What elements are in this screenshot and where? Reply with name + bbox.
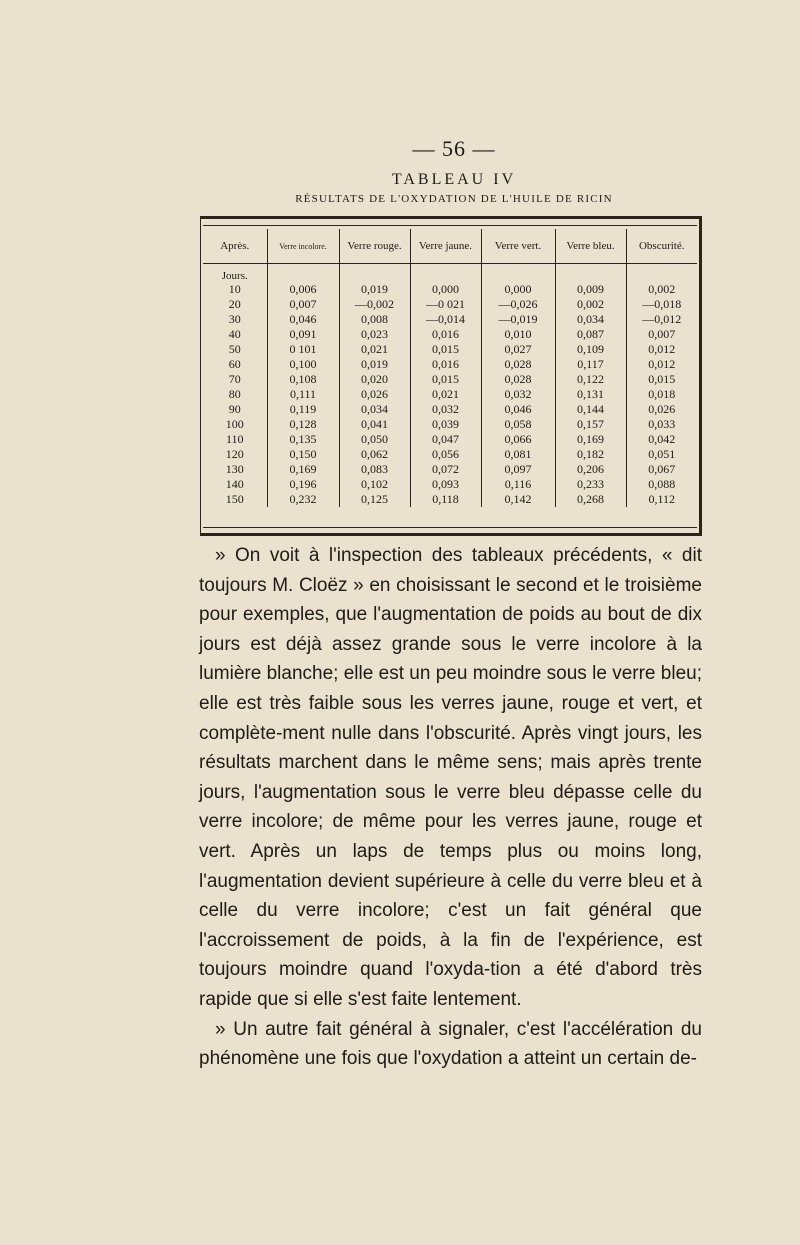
- table-cell: 0,007: [648, 327, 676, 341]
- table-cell: 0,021: [339, 342, 410, 357]
- table-cell: 0,206: [555, 462, 626, 477]
- table-cell: 0,039: [410, 417, 481, 432]
- table-cell: 0,091: [267, 327, 339, 342]
- table-cell: 0,072: [410, 462, 481, 477]
- row-day-cell: 90: [203, 402, 267, 417]
- table-cell: 0,002: [648, 282, 676, 296]
- table-row: [203, 477, 697, 492]
- table-cell: 0,066: [481, 432, 555, 447]
- table-cell: 0,112: [648, 492, 676, 506]
- table-cell: —0,014: [410, 312, 481, 327]
- table-row: [203, 402, 697, 417]
- column-header-apres: Après.: [203, 229, 267, 264]
- table-cell: 0,093: [410, 477, 481, 492]
- row-day-cell: 20: [203, 297, 267, 312]
- unit-label: Jours.: [203, 270, 267, 282]
- table-cell: 0,006: [267, 282, 339, 297]
- table-row: [203, 492, 697, 507]
- table-row: [203, 462, 697, 477]
- table-cell: —0,019: [481, 312, 555, 327]
- table-cell: 0,169: [267, 462, 339, 477]
- row-day-cell: 150: [203, 492, 267, 507]
- table-cell: 0,108: [267, 372, 339, 387]
- table-subtitle: RÉSULTATS DE L'OXYDATION DE L'HUILE DE RICIN: [295, 193, 613, 205]
- row-day-cell: 140: [203, 477, 267, 492]
- table-cell: 0,087: [555, 327, 626, 342]
- table-cell: 0,047: [410, 432, 481, 447]
- column-header-verre-bleu: Verre bleu.: [555, 229, 626, 264]
- row-day-cell: 50: [203, 342, 267, 357]
- table-cell: 0,015: [410, 342, 481, 357]
- table-cell: 0,042: [648, 432, 676, 446]
- row-day-cell: 120: [203, 447, 267, 462]
- table-cell: 0,097: [481, 462, 555, 477]
- table-cell: 0,131: [555, 387, 626, 402]
- table-row: [203, 342, 697, 357]
- table-cell: 0,019: [339, 357, 410, 372]
- table-cell: 0,081: [481, 447, 555, 462]
- table-cell: 0,058: [481, 417, 555, 432]
- table-cell: 0,033: [648, 417, 676, 431]
- table-cell: 0,144: [555, 402, 626, 417]
- table-cell: 0,050: [339, 432, 410, 447]
- table-cell: 0,026: [648, 402, 676, 416]
- row-day-cell: 10: [203, 282, 267, 297]
- table-cell: 0,000: [410, 282, 481, 297]
- table-cell: 0,157: [555, 417, 626, 432]
- table-cell: 0,041: [339, 417, 410, 432]
- table-cell: 0,232: [267, 492, 339, 507]
- column-header-verre-rouge: Verre rouge.: [339, 229, 410, 264]
- table-cell: 0,009: [555, 282, 626, 297]
- table-row: [203, 372, 697, 387]
- table-cell: 0,015: [410, 372, 481, 387]
- table-cell: 0,015: [648, 372, 676, 386]
- page-number: — 56 —: [412, 136, 496, 161]
- table-cell: 0,027: [481, 342, 555, 357]
- table-cell: 0,119: [267, 402, 339, 417]
- table-cell: 0,062: [339, 447, 410, 462]
- body-text: [199, 541, 702, 1074]
- table-row: [203, 297, 697, 312]
- table-cell: —0,012: [642, 312, 682, 326]
- table-header-row: [203, 229, 697, 264]
- table-cell: 0,020: [339, 372, 410, 387]
- table-cell: 0,268: [555, 492, 626, 507]
- table-rule-top: [203, 225, 697, 226]
- oxidation-table: [203, 229, 697, 507]
- table-cell: 0,007: [267, 297, 339, 312]
- table-cell: 0,116: [481, 477, 555, 492]
- row-day-cell: 130: [203, 462, 267, 477]
- paragraph: » On voit à l'inspection des tableaux précédents, « dit toujours M. Cloëz » en choisissant le second et le troisième pour exemples, que l'augmentation de poids au bout de dix jours est déjà assez grande sous le verre incolore à la lumière blanche; elle est un peu moindre sous le verre bleu; elle est très faible sous les verres jaune, rouge et vert, et complète-ment nulle dans l'obscurité. Après vingt jours, les résultats marchent dans le même sens; mais après trente jours, l'augmentation sous le verre bleu dépasse celle du verre incolore; de même pour les verres jaune, rouge et vert. Après un laps de temps plus ou moins long, l'augmentation devient supérieure à celle du verre bleu et à celle du verre incolore; c'est un fait général que l'accroissement de poids, à la fin de l'expérience, est toujours moindre quand l'oxyda-tion a été d'abord très rapide que si elle s'est faite lentement.: [199, 545, 702, 1010]
- table-cell: 0,142: [481, 492, 555, 507]
- table-cell: 0,034: [339, 402, 410, 417]
- column-header-obscurite: Obscurité.: [626, 229, 697, 264]
- table-cell: 0,083: [339, 462, 410, 477]
- table-row: [203, 282, 697, 297]
- table-cell: 0,028: [481, 372, 555, 387]
- table-cell: 0,023: [339, 327, 410, 342]
- table-row: [203, 387, 697, 402]
- table-cell: 0,196: [267, 477, 339, 492]
- table-row: [203, 312, 697, 327]
- table-cell: —0,026: [481, 297, 555, 312]
- row-day-cell: 60: [203, 357, 267, 372]
- table-cell: 0,128: [267, 417, 339, 432]
- table-cell: 0,117: [555, 357, 626, 372]
- table-cell: 0 101: [267, 342, 339, 357]
- table-row: [203, 417, 697, 432]
- table-cell: 0,051: [648, 447, 676, 461]
- table-cell: 0,233: [555, 477, 626, 492]
- table-cell: 0,012: [648, 342, 676, 356]
- table-rule-bottom: [203, 527, 697, 528]
- column-header-verre-incolore: Verre incolore.: [267, 229, 339, 264]
- table-cell: 0,021: [410, 387, 481, 402]
- data-table-frame: [200, 216, 702, 536]
- table-cell: —0 021: [410, 297, 481, 312]
- table-cell: 0,182: [555, 447, 626, 462]
- unit-row: [203, 270, 697, 282]
- table-cell: 0,150: [267, 447, 339, 462]
- table-cell: 0,026: [339, 387, 410, 402]
- table-row: [203, 327, 697, 342]
- table-cell: 0,028: [481, 357, 555, 372]
- row-day-cell: 80: [203, 387, 267, 402]
- table-cell: 0,046: [267, 312, 339, 327]
- table-cell: 0,012: [648, 357, 676, 371]
- table-cell: 0,056: [410, 447, 481, 462]
- table-title: TABLEAU IV: [391, 171, 517, 188]
- table-cell: 0,010: [481, 327, 555, 342]
- row-day-cell: 30: [203, 312, 267, 327]
- table-cell: 0,122: [555, 372, 626, 387]
- table-cell: 0,046: [481, 402, 555, 417]
- table-cell: 0,125: [339, 492, 410, 507]
- table-row: [203, 357, 697, 372]
- table-cell: 0,135: [267, 432, 339, 447]
- paragraph: » Un autre fait général à signaler, c'est l'accélération du phénomène une fois que l'oxydation a atteint un certain de-: [199, 1018, 702, 1070]
- table-cell: 0,034: [555, 312, 626, 327]
- table-cell: 0,032: [410, 402, 481, 417]
- table-cell: 0,019: [339, 282, 410, 297]
- table-row: [203, 432, 697, 447]
- table-cell: 0,169: [555, 432, 626, 447]
- table-cell: 0,111: [267, 387, 339, 402]
- column-header-verre-vert: Verre vert.: [481, 229, 555, 264]
- column-header-verre-jaune: Verre jaune.: [410, 229, 481, 264]
- row-day-cell: 110: [203, 432, 267, 447]
- table-cell: 0,000: [481, 282, 555, 297]
- table-cell: 0,016: [410, 327, 481, 342]
- table-row: [203, 447, 697, 462]
- table-cell: 0,100: [267, 357, 339, 372]
- table-cell: —0,018: [642, 297, 682, 311]
- table-cell: 0,067: [648, 462, 676, 476]
- table-cell: 0,118: [410, 492, 481, 507]
- table-cell: 0,018: [648, 387, 676, 401]
- table-cell: 0,002: [555, 297, 626, 312]
- table-cell: 0,032: [481, 387, 555, 402]
- table-cell: 0,109: [555, 342, 626, 357]
- table-cell: 0,008: [339, 312, 410, 327]
- row-day-cell: 70: [203, 372, 267, 387]
- table-cell: 0,102: [339, 477, 410, 492]
- row-day-cell: 40: [203, 327, 267, 342]
- table-cell: —0,002: [339, 297, 410, 312]
- table-cell: 0,088: [648, 477, 676, 491]
- table-cell: 0,016: [410, 357, 481, 372]
- row-day-cell: 100: [203, 417, 267, 432]
